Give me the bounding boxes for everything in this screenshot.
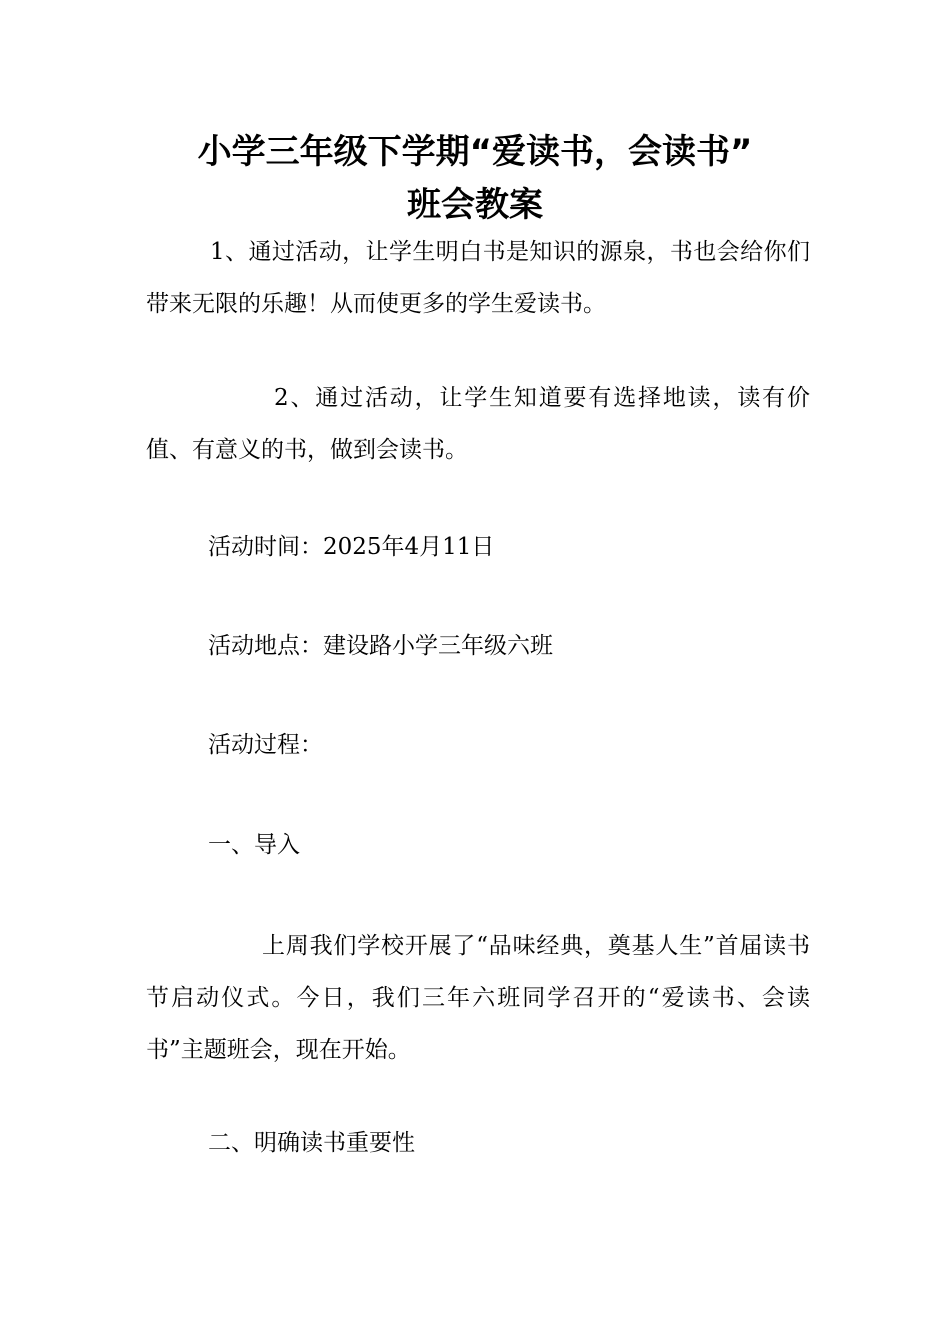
document-title-line1: 小学三年级下学期“爱读书，会读书” (197, 132, 753, 172)
activity-place: 活动地点：建设路小学三年级六班 (208, 633, 553, 659)
section-heading-intro: 一、导入 (208, 832, 300, 858)
objective-paragraph-2: 2、通过活动，让学生知道要有选择地读，读有价值、有意义的书，做到会读书。 (146, 385, 810, 463)
activity-time: 活动时间：2025年4月11日 (208, 534, 495, 560)
document-title-line2: 班会教案 (407, 185, 543, 225)
section-heading-importance: 二、明确读书重要性 (208, 1130, 415, 1156)
activity-process-heading: 活动过程： (208, 732, 323, 758)
objective-paragraph-1: 1、通过活动，让学生明白书是知识的源泉，书也会给你们带来无限的乐趣！从而使更多的学生爱读书。 (146, 239, 810, 317)
intro-paragraph: 上周我们学校开展了“品味经典，奠基人生”首届读书节启动仪式。今日，我们三年六班同学召开的“爱读书、会读书”主题班会，现在开始。 (146, 933, 810, 1063)
